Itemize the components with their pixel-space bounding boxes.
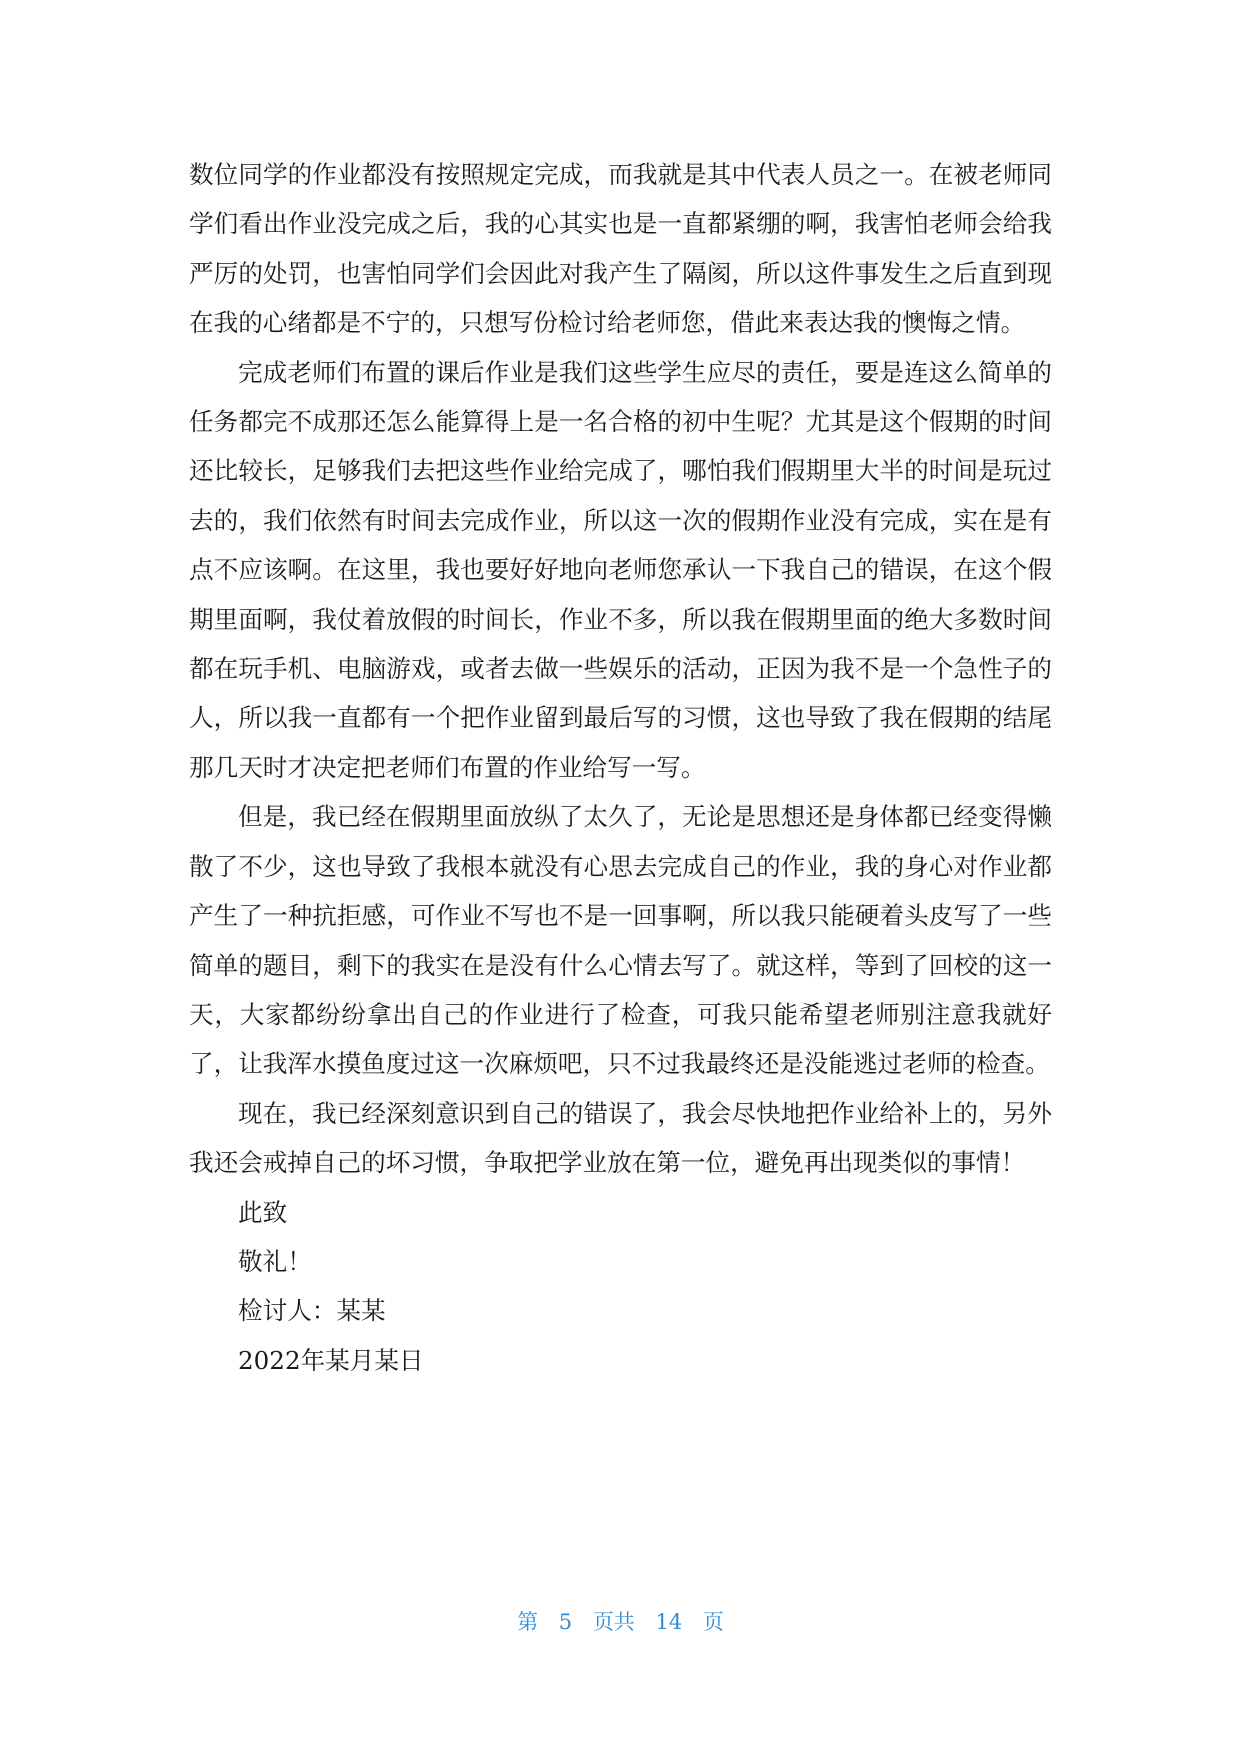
paragraph: 但是，我已经在假期里面放纵了太久了，无论是思想还是身体都已经变得懒散了不少，这也导致了我根本就没有心思去完成自己的作业，我的身心对作业都产生了一种抗拒感，可作业不写也不是一回事啊，所以我只能硬着头皮写了一些简单的题目，剩下的我实在是没有什么心情去写了。就这样，等到了回校的这一天，大家都纷纷拿出自己的作业进行了检查，可我只能希望老师别注意我就好了，让我浑水摸鱼度过这一次麻烦吧，只不过我最终还是没能逃过老师的检查。 (189, 802, 1052, 1079)
footer-suffix: 页 (702, 1610, 724, 1634)
closing-salutation: 此致 (238, 1197, 288, 1227)
current-page-number: 5 (558, 1610, 573, 1634)
paragraph: 现在，我已经深刻意识到自己的错误了，我会尽快地把作业给补上的，另外我还会戒掉自己的坏习惯，争取把学业放在第一位，避免再出现类似的事情！ (189, 1098, 1052, 1178)
author-signature: 检讨人：某某 (238, 1296, 386, 1326)
page-number-footer (0, 1606, 1241, 1636)
footer-middle: 页共 (592, 1610, 635, 1634)
footer-prefix: 第 (517, 1610, 539, 1634)
paragraph-continuation: 数位同学的作业都没有按照规定完成，而我就是其中代表人员之一。在被老师同学们看出作业没完成之后，我的心其实也是一直都紧绷的啊，我害怕老师会给我严厉的处罚，也害怕同学们会因此对我产生了隔阂，所以这件事发生之后直到现在我的心绪都是不宁的，只想写份检讨给老师您，借此来表达我的懊悔之情。 (189, 160, 1052, 338)
document-date: 2022年某月某日 (238, 1345, 424, 1375)
paragraph: 完成老师们布置的课后作业是我们这些学生应尽的责任，要是连这么简单的任务都完不成那还怎么能算得上是一名合格的初中生呢？尤其是这个假期的时间还比较长，足够我们去把这些作业给完成了，哪怕我们假期里大半的时间是玩过去的，我们依然有时间去完成作业，所以这一次的假期作业没有完成，实在是有点不应该啊。在这里，我也要好好地向老师您承认一下我自己的错误，在这个假期里面啊，我仗着放假的时间长，作业不多，所以我在假期里面的绝大多数时间都在玩手机、电脑游戏，或者去做一些娱乐的活动，正因为我不是一个急性子的人，所以我一直都有一个把作业留到最后写的习惯，这也导致了我在假期的结尾那几天时才决定把老师们布置的作业给写一写。 (189, 357, 1052, 782)
closing-regards: 敬礼！ (238, 1246, 312, 1276)
total-page-count: 14 (655, 1610, 683, 1634)
document-body (189, 150, 1052, 1385)
